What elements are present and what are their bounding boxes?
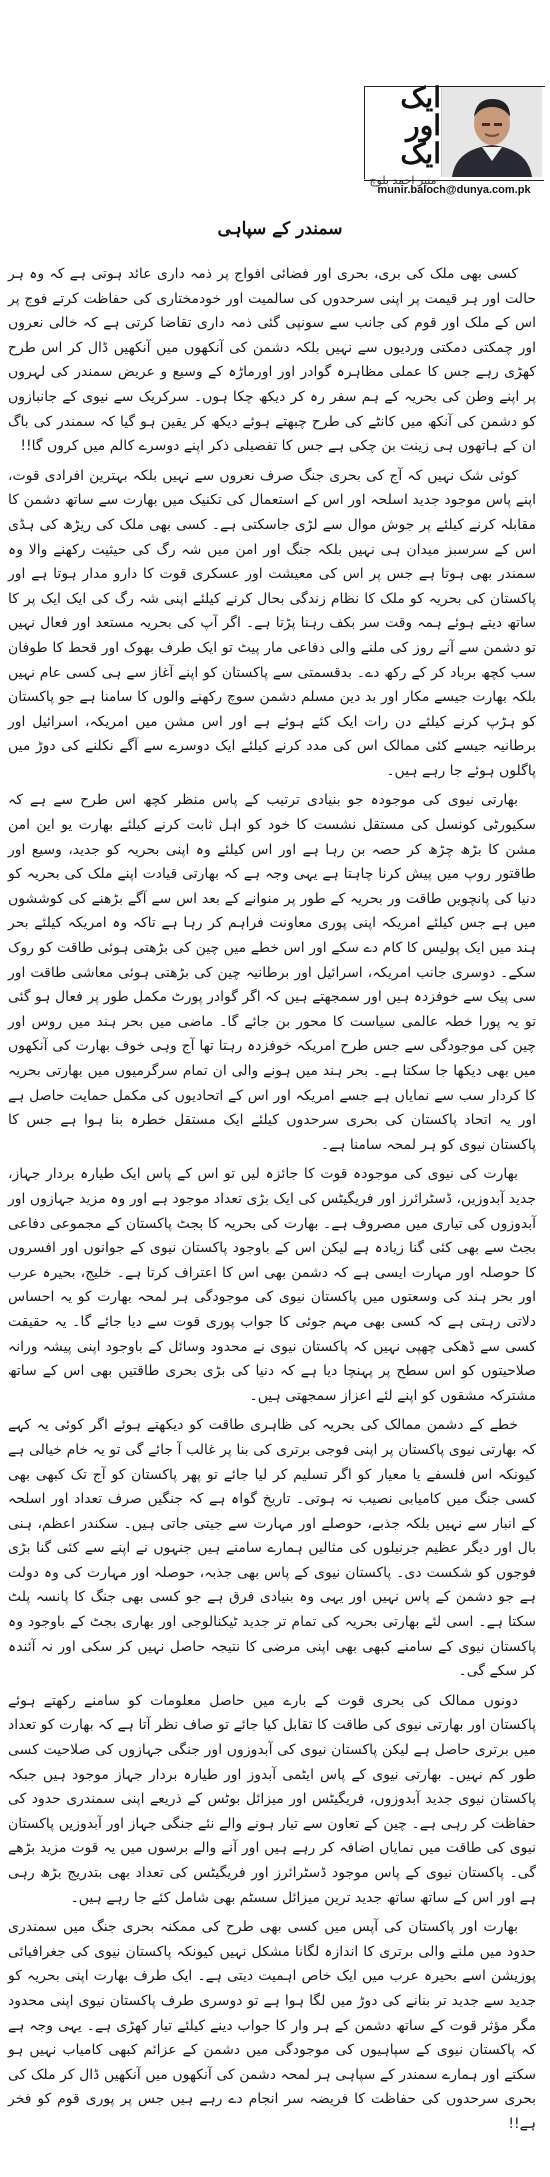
article-paragraph: بھارتی نیوی کی موجودہ جو بنیادی ترتیب کے پاس منظر کچھ اس طرح سے ہے کہ سکیورٹی کونسل کی مستقل نشست کا خود کو اہل ثابت کرنے کیلئے بھارت یو این امن مشن کا بڑھ چڑھ کر حصہ بن رہا ہے اور اس کیلئے وہ اپنی بحریہ کو جدید، وسیع اور طاقتور روپ میں پیش کرنا چاہتا ہے یہی وجہ ہے کہ بھارتی قیادت اپنے ملک کی بحریہ کو دنیا کی پانچویں طاقت ور بحریہ کے طور پر منوانے کے بعد اس سے آگے بڑھنے کی کوششوں میں ہے جس کیلئے امریکہ اپنی پوری معاونت فراہم کر رہا ہے تاکہ وہ امریکہ کیلئے بحر ہند میں ایک پولیس کا کام دے سکے اور اس خطے میں چین کی بڑھتی ہوئی طاقت کو روک سکے۔ دوسری جانب امریکہ، اسرائیل اور برطانیہ چین کی بڑھتی ہوئی معاشی طاقت اور سی پیک سے خوفزدہ ہیں اور سمجھتے ہیں کہ اگر گوادر پورٹ مکمل طور پر فعال ہو گئی تو یہ پورا خطہ عالمی سیاست کا محور بن جائے گا۔ ماضی میں بحر ہند میں روس اور چین کی موجودگی سے جس طرح امریکہ خوفزدہ رہتا تھا آج وہی خوف بھارت کی آنکھوں میں بھی دیکھا جا سکتا ہے۔ بحر ہند میں ہونے والی ان تمام سرگرمیوں میں بھارتی بحریہ کا کردار سب سے نمایاں ہے جسے امریکہ اور اس کے اتحادیوں کی مکمل حمایت حاصل ہے اور یہ اتحاد پاکستان کی بحری سرحدوں کیلئے ایک مستقل خطرہ بنا ہوا ہے جس کا پاکستان نیوی کو ہر لمحہ سامنا ہے۔ [8, 792, 536, 1153]
article-paragraph: بھارت اور پاکستان کی آپس میں کسی بھی طرح کی ممکنہ بحری جنگ میں سمندری حدود میں ملنے والی برتری کا اندازہ لگانا مشکل نہیں کیونکہ پاکستان نیوی کی جغرافیائی پوزیشن اسے بحیرہ عرب میں ایک خاص اہمیت دیتی ہے۔ ایک طرف بھارت اپنی بحریہ کو جدید سے جدید تر بنانے کی دوڑ میں لگا ہوا ہے تو دوسری طرف پاکستان نیوی اپنی محدود مگر مؤثر قوت کے ساتھ دشمن کے ہر وار کا جواب دینے کیلئے تیار کھڑی ہے۔ یہی وجہ ہے کہ پاکستان نیوی کے سپاہیوں کی موجودگی میں دشمن کے عزائم کبھی کامیاب نہیں ہو سکتے اور ہمارے سمندر کے سپاہی ہر لمحہ دشمن کی آنکھوں میں آنکھیں ڈال کر ملک کی بحری سرحدوں کی حفاظت کا فریضہ سر انجام دے رہے ہیں جس پر پوری قوم کو فخر ہے!! [8, 1919, 536, 2132]
article-paragraph: دونوں ممالک کی بحری قوت کے بارے میں حاصل معلومات کو سامنے رکھتے ہوئے پاکستان اور بھارتی نیوی کی طاقت کا تقابل کیا جائے تو صاف نظر آتا ہے کہ بھارت کو تعداد میں برتری حاصل ہے لیکن پاکستان نیوی کی آبدوزوں اور جنگی جہازوں کی صلاحیت کسی طور کم نہیں۔ بھارتی نیوی کے پاس ایٹمی آبدوز اور طیارہ بردار جہاز موجود ہیں جبکہ پاکستان نیوی جدید آبدوزوں، فریگیٹس اور میزائل بوٹس کے ذریعے اپنی سمندری حدود کی حفاظت کر رہی ہے۔ چین کے تعاون سے تیار ہونے والے نئے جنگی جہاز اور آبدوزیں پاکستان نیوی کی طاقت میں نمایاں اضافہ کر رہے ہیں اور آنے والے برسوں میں یہ قوت مزید بڑھے گی۔ پاکستان نیوی کے پاس موجود ڈسٹرائرز اور فریگیٹس کی تعداد بھی بتدریج بڑھ رہی ہے اور اس کے ساتھ ساتھ جدید ترین میزائل سسٹم بھی شامل کئے جا رہے ہیں۔ [8, 1692, 536, 1906]
article-paragraph: خطے کے دشمن ممالک کی بحریہ کی ظاہری طاقت کو دیکھتے ہوئے اگر کوئی یہ کہے کہ بھارتی نیوی پاکستان پر اپنی فوجی برتری کی بنا پر غالب آ جائے گی تو یہ خام خیالی ہے کیونکہ اس فلسفے یا معیار کو اگر تسلیم کر لیا جائے تو پھر پاکستان کو آج تک کبھی بھی کسی جنگ میں کامیابی نصیب نہ ہوتی۔ تاریخ گواہ ہے کہ جنگیں صرف تعداد اور اسلحہ کے انبار سے نہیں بلکہ جذبے، حوصلے اور مہارت سے جیتی جاتی ہیں۔ سکندر اعظم، ہنی بال اور دیگر عظیم جرنیلوں کی مثالیں ہمارے سامنے ہیں جنہوں نے اپنے سے کئی گنا بڑی فوجوں کو شکست دی۔ پاکستان نیوی کے پاس بھی جذبہ، حوصلہ اور مہارت کی وہ دولت ہے جو دشمن کے پاس نہیں اور یہی وہ بنیادی فرق ہے جو کسی بھی جنگ کا پانسہ پلٹ سکتا ہے۔ اسی لئے بھارتی بحریہ کی تمام تر جدید ٹیکنالوجی اور بھاری بجٹ کے باوجود وہ پاکستان نیوی کے سامنے کبھی بھی اپنی مرضی کا نتیجہ حاصل نہیں کر سکی اور نہ آئندہ کر سکے گی۔ [8, 1417, 536, 1680]
author-photo [441, 87, 542, 177]
author-photo-icon [442, 87, 542, 177]
article-title: سمندر کے سپاہی [217, 219, 343, 239]
author-name: منیر احمد بلوچ [369, 173, 437, 187]
article-paragraph: کوئی شک نہیں کہ آج کی بحری جنگ صرف نعروں سے نہیں بلکہ بہترین افرادی قوت، اپنے پاس موجود جدید اسلحہ اور اس کے استعمال کی تکنیک میں بھارت سے ساتھ دشمن کا مقابلہ کرنے کیلئے پر جوش موال سے لڑی جاسکتی ہے۔ کسی بھی ملک کی ریڑھ کی ہڈی اس کے سرسبز میدان ہی نہیں بلکہ جنگ اور امن میں شہ رگ کی حیثیت رکھنے والا وہ سمندر بھی ہوتا ہے جس پر اس کی معیشت اور عسکری قوت کا دارو مدار ہوتا ہے اور پاکستان کی بحریہ کو ملک کا نظام زندگی بحال کرنے کیلئے اپنی شہ رگ کی ایک ایک پر کا ساتھ دیتے ہوئے ہمہ وقت سر بکف رہنا پڑتا ہے۔ اگر آپ کی بحریہ مستعد اور فعال نہیں تو دشمن سے آنے روز کی ملنے والی دفاعی مار پیٹ تو ایک طرف بھوک اور قحط کا طوفان سب کچھ برباد کر کے رکھ دے۔ بدقسمتی سے پاکستان کو اپنے آغاز سے ہی کسی عام نہیں بلکہ بھارت جیسے مکار اور بد دین مسلم دشمن سوچ رکھنے والوں کا سامنا ہے جو پاکستان کو ہڑپ کرنے کیلئے دن رات ایک کئے ہوئے ہے اور اس مشن میں امریکہ، اسرائیل اور برطانیہ جیسے کئی ممالک اس کی مدد کرنے کیلئے ایک دوسرے سے آگے نکلنے کی دوڑ میں پاگلوں ہوئے جا رہے ہیں۔ [8, 467, 536, 779]
column-logo: ایک اور ایک [400, 80, 441, 170]
article-paragraph: کسی بھی ملک کی بری، بحری اور فضائی افواج پر ذمہ داری عائد ہوتی ہے کہ وہ ہر حالت اور ہر قیمت پر اپنی سرحدوں کی سالمیت اور خودمختاری کی حفاظت کرتے فوج پر اس کے ملک اور قوم کی جانب سے سونپی گئی ذمہ داری تقاضا کرتی ہے کہ خالی نعروں اور چمکتی دمکتی وردیوں سے نہیں بلکہ دشمن کی آنکھوں میں آنکھیں ڈال کر اس طرح کھڑی رہے جس کا عملی مظاہرہ گوادر اور اورماڑہ کے وسیع و عریض سمندر کی لہروں پر اپنے وطن کی بحریہ کے ہم سفر رہ کر دیکھ چکا ہوں۔ سرکریک سے نیوی کے جانبازوں کو دشمن کی آنکھ میں کانٹے کی طرح چبھتے ہوئے دیکھ کر یقین ہو گیا کہ سمندر کی باگ ان کے ہاتھوں ہی زینت بن چکی ہے جس کا تفصیلی ذکر اپنے دوسرے کالم میں کروں گا!! [8, 266, 536, 455]
column-logo-box [365, 80, 441, 187]
column-header [364, 80, 545, 187]
author-email: munir.baloch@dunya.com.pk [364, 180, 544, 196]
article-body [8, 262, 536, 2142]
article-paragraph: بھارت کی نیوی کی موجودہ قوت کا جائزہ لیں تو اس کے پاس ایک طیارہ بردار جہاز، جدید آبدوزیں، ڈسٹرائرز اور فریگیٹس کی ایک بڑی تعداد موجود ہے اور وہ مزید جہازوں اور آبدوزوں کی تیاری میں مصروف ہے۔ بھارت کی بحریہ کا بجٹ پاکستان کے مجموعی دفاعی بجٹ سے بھی کئی گنا زیادہ ہے لیکن اس کے باوجود پاکستان نیوی کے جوانوں اور افسروں کا حوصلہ اور مہارت ایسی ہے کہ دشمن بھی اس کا اعتراف کرتا ہے۔ خلیج، بحیرہ عرب اور بحر ہند کی وسعتوں میں پاکستان نیوی کی موجودگی ہر لمحہ بھارت کو یہ احساس دلاتی رہتی ہے کہ کسی بھی مہم جوئی کا جواب پوری قوت سے دیا جائے گا۔ یہ حقیقت کسی سے ڈھکی چھپی نہیں کہ پاکستان نیوی نے محدود وسائل کے باوجود اپنی پیشہ ورانہ صلاحیتوں کو اس سطح پر پہنچا دیا ہے کہ دنیا کی بڑی بحری طاقتیں بھی اس کے ساتھ مشترکہ مشقوں کو اپنے لئے اعزاز سمجھتی ہیں۔ [8, 1166, 536, 1404]
